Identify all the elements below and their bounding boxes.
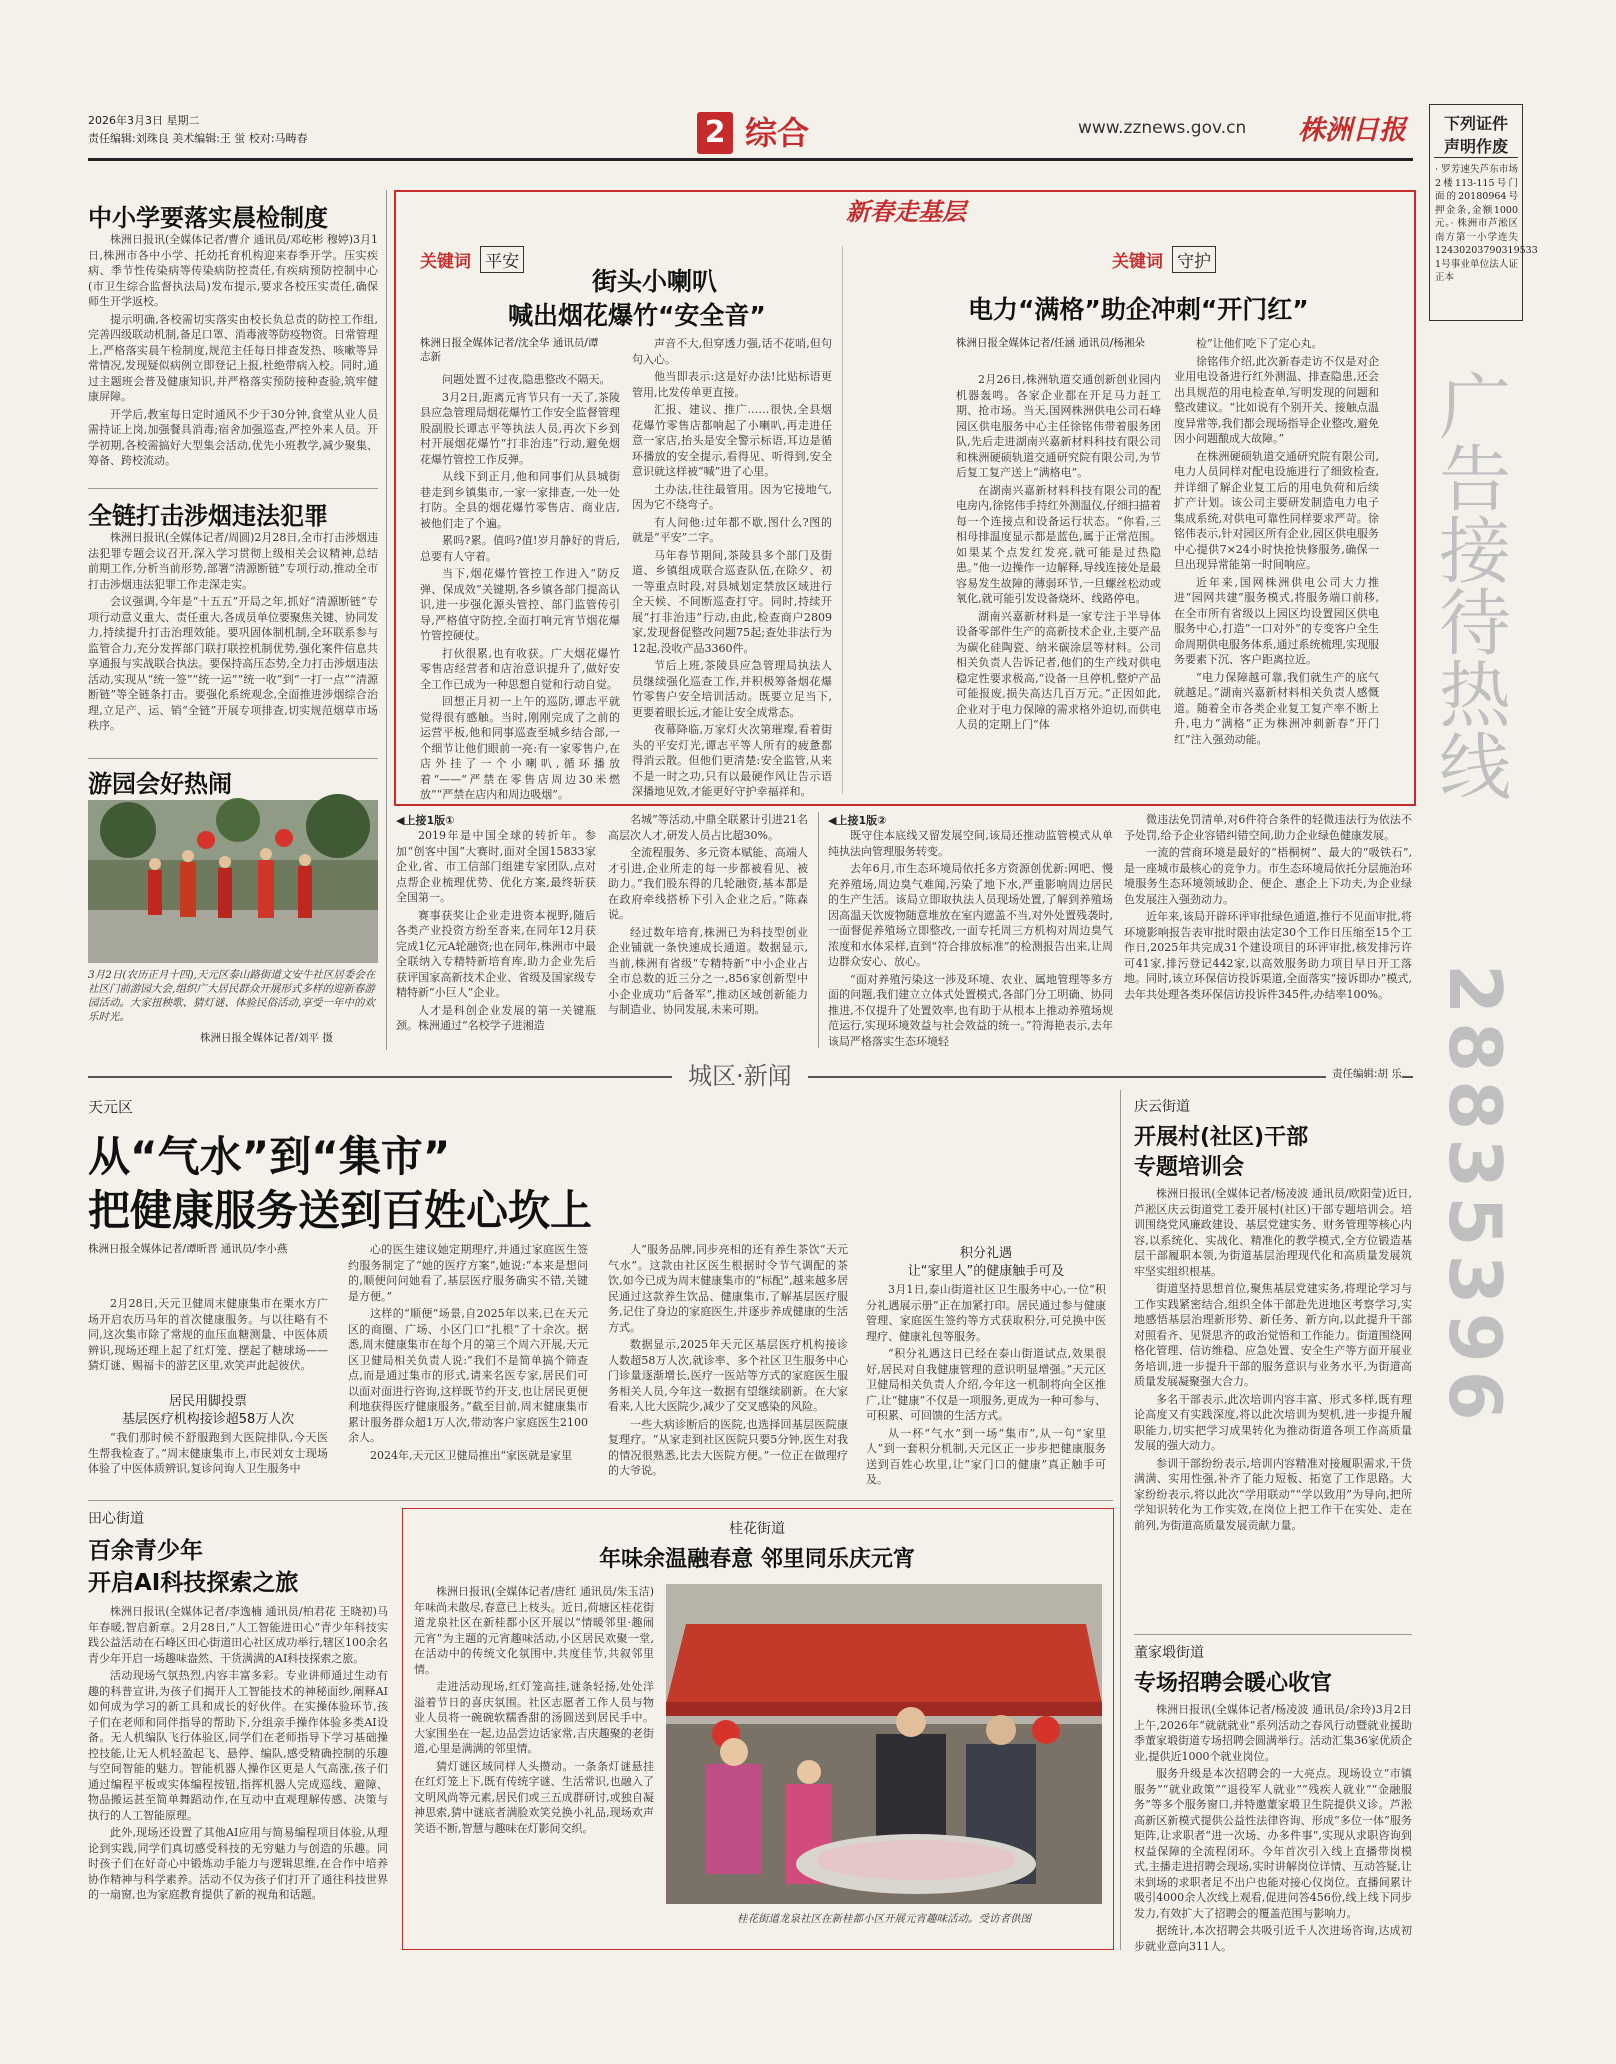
cont-para: 2019年是中国全球的转折年。参加“创客中国”大赛时,面对全国15833家企业,省、市工信部门组建专家团队,点对点帮企业梳理优势、优化方案,最终斩获全国第一。 — [396, 829, 596, 904]
masthead-editors: 责任编辑:刘珠良 美术编辑:王 蛍 校对:马畴春 — [88, 132, 308, 145]
main-district: 天元区 — [88, 1098, 134, 1116]
page-number: 2 — [704, 115, 726, 150]
cont-a-col2 — [608, 812, 808, 1048]
lantern-festival-photo-art — [666, 1584, 1102, 1904]
parade-photo-art — [88, 800, 378, 963]
feature-center-rule — [842, 246, 843, 794]
main-para: 一些大病诊断后的医院,也选择回基层医院康复理疗。“从家走到社区医院只要5分钟,医生对我的情况很熟悉,比去大医院方便。”一位正在做理疗的大爷说。 — [608, 1417, 848, 1477]
cont-b-label: ◀上接1版② — [828, 814, 887, 827]
art2-title: 全链打击涉烟违法犯罪 — [88, 502, 328, 530]
right-keyword-word: 守护 — [1172, 246, 1216, 273]
qingyun-bottom-rule — [1134, 1634, 1412, 1635]
feature-para: 当下,烟花爆竹管控工作进入“防反弹、保成效”关键期,各乡镇各部门提高认识,进一步强化源头管控、部门监管传引导,严格值守防控,全面打响元宵节烟花爆竹管控硬仗。 — [420, 567, 620, 642]
guihua-caption: 桂花街道龙泉社区在新桂都小区开展元宵趣味活动。受访者供图 — [737, 1913, 1031, 1925]
cont-para: 近年来,该局开辟环评审批绿色通道,推行不见面审批,将环境影响报告表审批时限由法定30个工作日压缩至15个工作日,2025年共完成31个建设项目的环评审批,核发排污许可41家,排污登记442家,以高效服务助力项目早日开工落地。同时,该立环保信访投诉渠道,全面落实“接诉即办”模式,去年共处理各类环保信访投诉件345件,办结率100%。 — [1124, 910, 1412, 1001]
qingyun-title-1: 开展村(社区)干部 — [1134, 1125, 1309, 1150]
tianxin-para: 此外,现场还设置了其他AI应用与简易编程项目体验,从理论到实践,同学们真切感受科技的无穷魅力与创造的乐趣。同时孩子们在好奇心中锻炼动手能力与逻辑思维,在合作中培养协作精神与科学素养。活动不仅为孩子们打开了通往科技世界的一扇窗,也为家庭教育提供了新的视角和话题。 — [88, 1826, 388, 1901]
feature-para: 节后上班,茶陵县应急管理局执法人员继续强化巡查工作,并积极筹备烟花爆竹零售户安全培训活动。既要立足当下,更要着眼长远,才能让安全成常态。 — [632, 659, 832, 719]
main-para: 数据显示,2025年天元区基层医疗机构接诊人数超58万人次,就诊率、多个社区卫生服务中心门诊量逐渐增长,医疗一医站等方式的家庭医生服务相关人员,今年这一数据有望继续刷新。在大家看来,人比大医院少,减少了交叉感染的风险。 — [608, 1338, 848, 1413]
main-col1 — [88, 1296, 328, 1382]
dongjiaduan-district: 董家塅街道 — [1134, 1645, 1204, 1661]
feature-para: 马年春节期间,茶陵县多个部门及街道、乡镇组成联合巡查队伍,在除夕、初一等重点时段,对县城划定禁放区域进行全天候、不间断巡查打守。同时,持续开展“打非治违”行动,由此,检查商户2809家,发现督促整改问题75起;查处非法行为12起,没收产品3360件。 — [632, 548, 832, 655]
feature-para: 3月2日,距离元宵节只有一天了,茶陵县应急管理局烟花爆竹工作安全监督管理股副股长谭志平等执法人员,再次下乡到村开展烟花爆竹“打非治违”行动,避免烟花爆竹管控工作反弹。 — [420, 390, 620, 466]
tianxin-para: 株洲日报讯(全媒体记者/李逸楠 通讯员/柏君花 王晓初)马年春暖,智启新章。2月28日,“人工智能进田心”青少年科技实践公益活动在石峰区田心街道田心社区成功举行,辖区100余名青少年开启一场趣味盎然、干货满满的AI科技探索之旅。 — [88, 1605, 388, 1665]
left-feature-col-b — [632, 336, 832, 798]
art2-body — [88, 530, 378, 748]
main-para: 心的医生建议她定期理疗,并通过家庭医生签约服务制定了“她的医疗方案”,她说:“本来是想问的,顺便问问她看了,基层医疗服务确实不错,关键是方便。” — [348, 1243, 588, 1303]
feature-para: 土办法,往往最管用。因为它接地气,因为它不绕弯子。 — [632, 482, 832, 511]
main-para: 从一杯“气水”到一场“集市”,从一句“家里人”到一套积分机制,天元区正一步步把健康服务送到百姓心坎里,让“家门口的健康”真正触手可及。 — [866, 1426, 1106, 1486]
ad-column — [1425, 104, 1538, 1954]
cont-para: 既守住本底线又留发展空间,该局还推动监管模式从单纯执法向管理服务转变。 — [828, 829, 1113, 858]
right-feature-col-a — [956, 372, 1161, 792]
left-keyword-label: 关键词 — [420, 252, 471, 272]
right-feature-title: 电力“满格”助企冲刺“开门红” — [968, 295, 1309, 324]
notice-title-1: 下列证件 — [1443, 114, 1508, 133]
left-feature-byline: 株洲日报全媒体记者/沈全华 通讯员/谭志新 — [420, 337, 599, 363]
art1-para: 开学后,教室每日定时通风不少于30分钟,食堂从业人员需持证上岗,加强餐具消毒;宿舍加强巡查,严控外来人员。开学初期,各校需搞好大型集会活动,优先小班教学,减少聚集、筹备、跨校流动。 — [88, 407, 378, 467]
art3-caption: 3月2日(农历正月十四),天元区泰山路街道文安牛社区居委会在社区门前游园大会,组织广大居民群众开展形式多样的迎新春游园活动。大家扭秧歌、猜灯谜、体验民俗活动,享受一年中的欢乐时光。 — [88, 969, 376, 1023]
main-para: 人”服务品牌,同步亮相的还有养生茶饮“天元气水”。这款由社区医生根据时令节气调配的茶饮,如今已成为周末健康集市的“标配”,越来越多居民通过这款养生饮品、健康集市,了解基层医疗服务,记住了身边的家庭医生,并逐步养成健康的生活方式。 — [608, 1243, 848, 1334]
main-para: “积分礼遇这日已经在泰山街道试点,效果很好,居民对自我健康管理的意识明显增强。”天元区卫健局相关负责人介绍,今年这一机制将向全区推广,让“健康”不仅是一项服务,更成为一种可参与、可积累、可回馈的生活方式。 — [866, 1347, 1106, 1422]
feature-para: 徐铭伟介绍,此次新春走访不仅是对企业用电设备进行红外测温、排查隐患,还会出具规范的用电检查单,写明发现的问题和整改建议。“比如说有个别开关、接触点温度异常等,我们都会现场指导企业整改,避免因小问题酿成大故障。” — [1174, 354, 1379, 445]
art3-title: 游园会好热闹 — [88, 770, 232, 798]
lantern-festival-photo — [666, 1584, 1102, 1904]
feature-para: 有人问他:过年都不歇,图什么?图的就是“平安”二字。 — [632, 515, 832, 544]
feature-para: 2月26日,株洲轨道交通创新创业园内机器轰鸣。各家企业都在开足马力赶工期、抢市场。当天,国网株洲供电公司石峰园区供电服务中心主任徐铭伟带着服务团队,先后走进湖南兴嘉新材料科技有限公司和株洲硬硕轨道交通研究院有限公司,为节后复工复产送上“满格电”。 — [956, 373, 1161, 479]
art1-para: 提示明确,各校需切实落实由校长负总责的防控工作组,完善四级联动机制,备足口罩、消毒液等防疫物资。日常管理上,严格落实晨午检制度,规范主任每日排查发热、咳嗽等异常情况,发现疑似病例立即登记上报,杜绝带病入校。同时,通过主题班会普及健康知识,并严格落实预防接种查验,筑牢健康屏障。 — [88, 312, 378, 403]
main-para: 这样的“顺便”场景,自2025年以来,已在天元区的商圈、广场、小区门口“扎根”了十余次。据悉,周末健康集市在每个月的第三个周六开展,天元区卫健局相关负责人说:“我们不是简单搞个筛查点,而是通过集市的形式,请来名医专家,居民们可以面对面进行咨询,这样既节约开支,也让居民更便利地获得医疗健康服务。”截至目前,周末健康集市累计服务群众超1万人次,带动客户家庭医生2100余人。 — [348, 1307, 588, 1444]
left-keyword — [420, 246, 524, 273]
feature-banner-text: 新春走基层 — [846, 198, 966, 226]
right-keyword-label: 关键词 — [1112, 252, 1163, 272]
qingyun-title-2: 专题培训会 — [1134, 1155, 1245, 1180]
feature-para: “电力保障越可靠,我们就生产的底气就越足。”湖南兴嘉新材料相关负责人感慨道。随着全市各类企业复工复产率不断上升,电力“满格”正为株洲冲刺新春“开门红”注入强劲动能。 — [1174, 670, 1379, 746]
left-column-rule — [386, 190, 387, 1050]
main-para: 2月28日,天元卫健周末健康集市在栗水方广场开启农历马年的首次健康服务。与以往略有不同,这次集市除了常规的血压血糖测量、中医体质辨识,现场还理上起了红灯笼、摆起了糖球场——猜灯谜、赐福卡的游艺区里,欢笑声此起彼伏。 — [88, 1297, 328, 1372]
feature-para: 打伙很累,也有收获。广大烟花爆竹零售店经营者和店治意识提升了,做好安全工作已成为一种思想自觉和行动自觉。 — [420, 646, 620, 691]
qingyun-body — [1134, 1186, 1412, 1626]
art2-para: 株洲日报讯(全媒体记者/周圆)2月28日,全市打击涉烟违法犯罪专题会议召开,深入学习贯彻上级相关会议精神,总结前期工作,分析当前形势,部署“清源断链”专项行动,推动全市打击涉烟违法犯罪工作走深走实。 — [88, 531, 378, 591]
art1-body — [88, 232, 378, 480]
main-col1b — [88, 1430, 328, 1492]
notice-box — [1429, 104, 1538, 321]
left-feature-title-2: 喊出烟花爆竹“安全音” — [508, 301, 766, 330]
tianxin-body — [88, 1604, 388, 1950]
qingyun-para: 株洲日报讯(全媒体记者/杨凌波 通讯员/欧阳莹)近日,芦淞区庆云街道党工委开展村(社区)干部专题培训会。培训围绕党风廉政建设、基层党建实务、财务管理等核心内容,以系统化、实战化、精准化的教学模式,全方位锻造基层干部履职本领,为街道基层治理现代化和高质量发展筑牢坚实组织根基。 — [1134, 1187, 1412, 1278]
guihua-para: 猜灯谜区域同样人头攒动。一条条灯谜悬挂在红灯笼上下,既有传统字谜、生活常识,也融入了文明风尚等元素,居民们或三五成群研讨,或独自凝神思索,猜中谜底者满脸欢笑兑换小礼品,现场欢声笑语不断,智慧与趣味在灯影间交织。 — [414, 1759, 654, 1835]
masthead-url: www.zznews.gov.cn — [1078, 118, 1247, 138]
feature-para: 他当即表示:这是好办法!比贴标语更管用,比发传单更直接。 — [632, 370, 832, 399]
left-divider-2 — [88, 758, 378, 759]
tianxin-para: 活动现场气氛热烈,内容丰富多彩。专业讲师通过生动有趣的科普宣讲,为孩子们揭开人工智能技术的神秘面纱,阐释AI如何成为学习的新工具和成长的好伙伴。在实操体验环节,孩子们在老师和同伴指导的帮助下,分组亲手操作体验多类AI设备。无人机编队飞行体验区,同学们在老师指导下学习基础操控技能,让无人机轻盈起飞、悬停、编队,感受精确控制的乐趣与空间智能的魅力。智能机器人操作区更是人气高涨,孩子们通过编程平板或实体编程按钮,指挥机器人完成巡线、避障、物品搬运甚至简单舞蹈动作,在互动中直观理解传感、决策与执行的人工智能原理。 — [88, 1669, 388, 1822]
dongjiaduan-para: 服务升级是本次招聘会的一大亮点。现场设立“市镇服务”“就业政策”“退役军人就业”“残疾人就业”“金融服务”等多个服务窗口,并特邀董家塅卫生院提供义诊。芦淞高新区新模式提供公益性法律咨询、形成“多位一体”服务矩阵,让求职者“进一次场、办多件事”,实现从求职咨询到权益保障的全流程闭环。今年首次引入线上直播带岗模式,主播走进招聘会现场,实时讲解岗位详情、互动答疑,让未到场的求职者足不出户也能对接心仪岗位。直播间累计吸引4000余人次线上观看,促进问答456份,线上线下同步发力,有效扩大了招聘会的覆盖范围与影响力。 — [1134, 1767, 1412, 1920]
feature-para: 问题处置不过夜,隐患整改不隔天。 — [442, 373, 611, 386]
tianxin-title-1: 百余青少年 — [88, 1538, 203, 1564]
main-sub1: 居民用脚投票 — [168, 1394, 247, 1409]
right-feature-col-b — [1174, 336, 1379, 792]
cont-para: 微违法免罚清单,对6件符合条件的轻微违法行为依法不予处罚,给予企业容错纠错空间,助力企业绿色健康发展。 — [1124, 813, 1412, 842]
notice-title-2: 声明作废 — [1443, 137, 1508, 156]
cont-para: “面对养殖污染这一涉及环境、农业、属地管理等多方面的问题,我们建立立体式处置模式,各部门分工明确、协同推进,不仅提升了处置效率,也有助于从根本上推动养殖场规范运行,实现环境效益与社会效益的统一。”符海艳表示,去年该局严格落实生态环境轻 — [828, 972, 1113, 1048]
guihua-para: 走进活动现场,红灯笼高挂,谜条轻扬,处处洋溢着节日的喜庆氛围。社区志愿者工作人员与物业人员将一碗碗软糯香甜的汤圆送到居民手中。大家围坐在一起,边品尝边话家常,吉庆趣聚的老街道,心里是满满的邻里情。 — [414, 1680, 654, 1755]
art1-para: 株洲日报讯(全媒体记者/曹介 通讯员/邓屹彬 穆婷)3月1日,株洲市各中小学、托幼托育机构迎来春季开学。压实疾病、季节性传染病等传染病防控责任,有疾病预防控制中心(市卫生综合监督执法局)发布提示,要求各校压实责任,确保师生开学返校。 — [88, 233, 378, 308]
cont-para: 一流的营商环境是最好的“梧桐树”、最大的“吸铁石”,是一座城市最核心的竞争力。市生态环境局依托分层施治环境服务生态环境领域助企、便企、惠企上下功夫,为企业绿色发展注入强劲动力。 — [1124, 846, 1412, 906]
cont-para: 名城”等活动,中鼎全联累计引进21名高层次人才,研发人员占比超30%。 — [608, 813, 808, 842]
cont-para: 去年6月,市生态环境局依托多方资源创优新:网吧、慢充养殖场,周边臭气难闻,污染了地下水,严重影响周边居民的生产生活。该局立即取执法人员现场处置,了解到养殖场因高温天饮废物随意堆放在室内遮盖不当,对外处置残袭时,一面督促养殖场立即整改,一面专托周三方机构对周边臭气浓度和水体采样,直到“符合排放标准”的检测报告出来,让周边群众安心、放心。 — [828, 862, 1113, 968]
feature-para: 近年来,国网株洲供电公司大力推进“园网共建”服务模式,将服务端口前移,在全市所有省级以上园区均设置园区供电服务中心,打造“一口对外”的专变客户全生命周期供电服务体系,通过系统梳理,实现服务要素下沉、客户距离拉近。 — [1174, 575, 1379, 666]
hotline-number: 28835396 — [1433, 964, 1517, 1429]
parade-photo — [88, 800, 378, 963]
right-feature-byline: 株洲日报全媒体记者/任涵 通讯员/杨湘朵 — [956, 337, 1145, 349]
feature-para: 检”让他们吃下了定心丸。 — [1196, 337, 1323, 350]
feature-para: 从线下到正月,他和同事们从县城街巷走到乡镇集市,一家一家排查,一处一处打防。全县的烟花爆竹零售店、商业店,被他们走了个遍。 — [420, 470, 620, 530]
qingyun-para: 街道坚持思想首位,聚焦基层党建实务,将理论学习与工作实践紧密结合,组织全体干部赴先进地区考察学习,实地感悟基层治理新形势、新任务、新方向,以此提升干部对照看齐、见贤思齐的政治觉悟和工作能力。街道围绕网格化管理、信访维稳、应急处置、安全生产等方面开展业务培训,进一步提升干部的服务意识与业务水平,为街道高质量发展凝聚强大合力。 — [1134, 1282, 1412, 1388]
cont-a-col1 — [396, 828, 596, 1048]
feature-para: 夜幕降临,万家灯火次第璀璨,看着街头的平安灯光,谭志平等人所有的疲惫都得消云散。但他们更清楚:安全监管,从来不是一时之功,只有以最硬作风让告示语深播地见效,才能更好守护幸福祥和。 — [632, 723, 832, 798]
feature-para: 湖南兴嘉新材料是一家专注于半导体设备零部件生产的高新技术企业,主要产品为碳化硅陶瓷、纳米碳涂层等材料。公司相关负责人告诉记者,他们的生产线对供电稳定性要求极高,“设备一旦停机,整炉产品可能报废,损失高达几百万元。”正因如此,企业对于电力保障的需求格外迫切,而供电人员的定期上门“体 — [956, 609, 1161, 731]
main-para: “我们那时候不舒服跑到大医院排队,今天医生帮我检查了。”周末健康集市上,市民刘女士现场体验了中医体质辨识,复诊问询人卫生服务中 — [88, 1431, 328, 1475]
main-sub2: 基层医疗机构接诊超58万人次 — [121, 1412, 295, 1427]
city-bar-label: 城区·新闻 — [672, 1056, 808, 1091]
guihua-body — [414, 1584, 654, 1900]
notice-body: · 罗芳速失芦东市场2楼113-115号门面的20180964号押金条,金额1000元。· 株洲市芦淞区南方第一小学连失12430203790319533 1号事业单位法人证正本 — [1435, 164, 1538, 283]
guihua-para: 株洲日报讯(全媒体记者/唐红 通讯员/朱玉洁)年味尚未散尽,春意已上枝头。近日,荷塘区桂花街道龙泉社区在新桂都小区开展以“情暖邻里·趣闹元宵”为主题的元宵趣味活动,小区居民欢聚一堂,在活动中的传统文化氛围中,共度佳节,共叙邻里情。 — [414, 1585, 654, 1676]
main-title-1: 从“气水”到“集市” — [88, 1132, 451, 1181]
main-para: 3月1日,泰山街道社区卫生服务中心,一位“积分礼遇展示册”正在加紧打印。居民通过参与健康管理、家庭医生签约等方式获取积分,可兑换中医理疗、健康礼包等服务。 — [866, 1283, 1106, 1343]
cont-a-label: ◀上接1版① — [396, 814, 455, 827]
feature-para: 累吗?累。值吗?值!岁月静好的背后,总要有人守着。 — [420, 534, 620, 563]
feature-para: 声音不大,但穿透力强,话不花哨,但句句入心。 — [632, 337, 832, 366]
dongjiaduan-para: 株洲日报讯(全媒体记者/杨凌波 通讯员/余玲)3月2日上午,2026年“就就就业”系列活动之春风行动暨就业援助季董家塅街道专场招聘会圆满举行。活动汇集36家优质企业,提供近1000个就业岗位。 — [1134, 1703, 1412, 1763]
guihua-title: 年味余温融春意 邻里同乐庆元宵 — [599, 1547, 915, 1572]
notice-rule — [1434, 157, 1518, 158]
masthead-date: 2026年3月3日 星期二 — [88, 114, 200, 127]
main-bottom-rule — [88, 1500, 1113, 1501]
feature-para: 在湖南兴嘉新材料科技有限公司的配电房内,徐铭伟手持红外测温仪,仔细扫描着每一个连接点和设备运行状态。“你看,三相母排温度显示都是蓝色,属于正常范围。如果某个点发红发亮,就可能是过热隐患。”他一边操作一边解释,导线连接处是最容易发生故障的薄弱环节,一旦螺丝松动或氧化,就可能引发设备烧坏、线路停电。 — [956, 483, 1161, 605]
cont-para: 赛事获奖让企业走进资本视野,随后各类产业投资方纷至沓来,在同年12月获完成1亿元A轮融资;也在同年,株洲市中最全联纳入专精特新培育库,助力企业先后获评国家高新技术企业、省级及国家级专精特新“小巨人”企业。 — [396, 908, 596, 999]
art2-para: 会议强调,今年是“十五五”开局之年,抓好“清源断链”专项行动意义重大、责任重大,各成员单位要聚焦关键、协同发力,持续提升打击治理效能。要巩固体制机制,全环联系参与监管合力,充分发挥部门联打联控机制优势,强化案件信息共享通报与实战联合执法。要保持高压态势,全力打击涉烟违法活动,实现从“统一签”“统一运”“统一收”到“一打一点”“清源断链”等全链条打击。要强化系统观念,全面推进涉烟综合治理,立足产、运、销“全链”开展专项排查,切实规范烟草市场秩序。 — [88, 595, 378, 732]
masthead-rule — [88, 158, 1413, 161]
main-sub3: 积分礼遇 — [959, 1246, 1012, 1261]
cont-para: 全流程服务、多元资本赋能、高端人才引进,企业所走的每一步都被看见、被助力。”我们股东得的几轮融资,基本都是在政府牵线搭桥下引入企业之后。”陈森说。 — [608, 846, 808, 921]
art3-credit: 株洲日报全媒体记者/刘平 摄 — [200, 1032, 333, 1044]
dongjiaduan-title: 专场招聘会暖心收官 — [1134, 1671, 1333, 1696]
dongjiaduan-body — [1134, 1702, 1412, 1953]
paper-logo: 株洲日报 — [1298, 115, 1406, 146]
dongjiaduan-para: 据统计,本次招聘会共吸引近千人次进场咨询,达成初步就业意向311人。 — [1134, 1924, 1412, 1953]
hotline-text: 广告接待热线 — [1427, 369, 1511, 801]
main-byline: 株洲日报全媒体记者/谭昕晋 通讯员/李小燕 — [88, 1243, 288, 1255]
right-keyword — [1112, 246, 1216, 273]
cont-b-col2 — [1124, 812, 1412, 1048]
feature-banner — [796, 192, 1016, 232]
tianxin-title-2: 开启AI科技探索之旅 — [88, 1570, 299, 1596]
main-col3 — [608, 1242, 848, 1492]
qingyun-para: 参训干部纷纷表示,培训内容精准对接履职需求,干货满满、实用性强,补齐了能力短板、拓宽了工作思路。大家纷纷表示,将以此次“学用联动”“学以致用”为导向,把所学知识转化为工作实效,在岗位上把工作干在实处、走在前列,为街道高质量发展贡献力量。 — [1134, 1456, 1412, 1532]
tianxin-district: 田心街道 — [88, 1511, 144, 1527]
feature-para: 汇报、建议、推广……很快,全县烟花爆竹零售店都响起了小喇叭,再走进任意一家店,抬头是安全警示标语,耳边是循环播放的安全提示,看得见、听得到,安全意识就这样被“喊”进了心里。 — [632, 403, 832, 478]
feature-para: 在株洲硬硕轨道交通研究院有限公司,电力人员同样对配电设施进行了细致检查,并详细了解企业复工后的用电负荷和后续扩产计划。该公司主要研发制造电力电子集成系统,对供电可靠性同样要求严苛。徐铭伟表示,针对园区所有企业,园区供电服务中心提供7×24小时快抢快修服务,确保一旦出现异常能第一时间响应。 — [1174, 449, 1379, 571]
main-title-2: 把健康服务送到百姓心坎上 — [88, 1186, 593, 1235]
main-col4 — [866, 1282, 1106, 1492]
qingyun-para: 多名干部表示,此次培训内容丰富、形式多样,既有理论高度又有实践深度,将以此次培训为契机,进一步提升履职能力,切实把学习成果转化为推动街道各项工作高质量发展的强大动力。 — [1134, 1392, 1412, 1452]
guihua-district: 桂花街道 — [729, 1521, 785, 1537]
main-para: 2024年,天元区卫健局推出“家医就是家里 — [370, 1448, 573, 1462]
main-col2 — [348, 1242, 588, 1492]
cont-para: 经过数年培育,株洲已为科技型创业企业铺就一条快速成长通道。数据显示,当前,株洲有省级“专精特新”中小企业占全市总数的近三分之一,856家创新型中小企业成功“后备军”,推动区域创新能力与制造业、协同发展,未来可期。 — [608, 925, 808, 1016]
cont-b-col1 — [828, 828, 1113, 1048]
cont-para: 人才是科创企业发展的第一关键瓶颈。株洲通过“名校学子进湘造 — [396, 1003, 596, 1032]
qingyun-district: 庆云街道 — [1134, 1099, 1190, 1115]
city-right-rule — [1120, 1090, 1121, 1950]
art1-title: 中小学要落实晨检制度 — [88, 204, 328, 232]
main-sub4: 让“家里人”的健康触手可及 — [907, 1264, 1065, 1279]
left-divider-1 — [88, 488, 378, 489]
page-name: 综合 — [745, 114, 810, 152]
left-keyword-word: 平安 — [480, 246, 524, 273]
cont-rule — [818, 812, 819, 1048]
city-bar-editor: 责任编辑:胡 乐 — [1326, 1066, 1402, 1081]
feature-para: 回想正月初一上午的巡防,谭志平就觉得很有感触。当时,刚刚完成了之前的运营平板,他和同事巡查至城乡结合部,一个细节让他们眼前一亮:有一家零售户,在店外挂了一个小喇叭,循环播放着“——“严禁在零售店周边30米燃放”“严禁在店内和周边吸烟”。 — [420, 695, 620, 801]
left-feature-title-1: 街头小喇叭 — [592, 267, 718, 296]
left-feature-col-a — [420, 372, 620, 801]
